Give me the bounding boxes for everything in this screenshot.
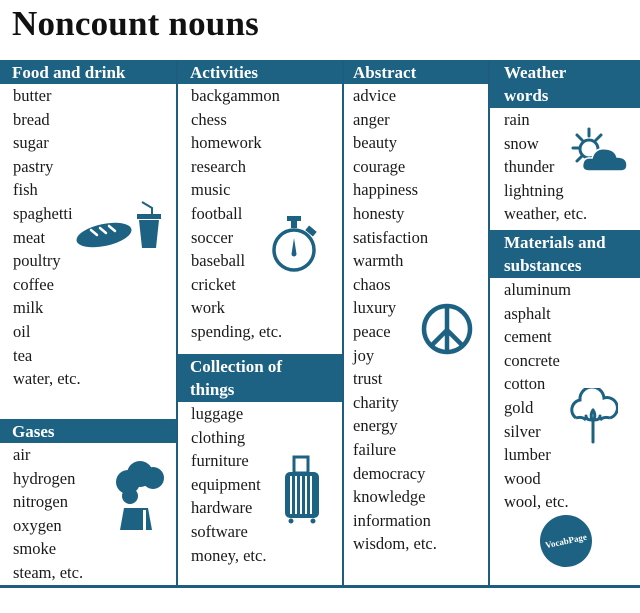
section-header-abstract: Abstract: [344, 60, 490, 84]
list-item: anger: [353, 109, 390, 129]
list-item: poultry: [13, 251, 61, 271]
list-item: happiness: [353, 180, 419, 200]
suitcase-icon: [283, 455, 323, 525]
section-header-activities: Activities: [178, 60, 344, 84]
list-item: bread: [13, 109, 50, 129]
list-item: lumber: [504, 445, 551, 465]
list-item: wisdom, etc.: [353, 534, 437, 554]
list-item: meat: [13, 227, 46, 247]
header-line: things: [190, 380, 235, 399]
smokestack-icon: [110, 460, 170, 530]
list-item: backgammon: [191, 86, 280, 105]
list-item: advice: [353, 86, 397, 105]
section-header-collection: [178, 354, 344, 402]
list-item: coffee: [13, 274, 54, 294]
bread-icon: [75, 220, 133, 250]
list-item: baseball: [191, 251, 246, 271]
list-item: cotton: [504, 374, 546, 394]
list-item: hardware: [191, 498, 253, 518]
page-title: Noncount nouns: [12, 4, 259, 43]
list-item: beauty: [353, 133, 397, 153]
list-item: money, etc.: [191, 545, 267, 565]
list-item: concrete: [504, 350, 560, 370]
list-item: charity: [353, 392, 399, 412]
list-item: energy: [353, 416, 398, 436]
list-item: nitrogen: [13, 492, 68, 512]
list-item: joy: [353, 345, 375, 365]
list-item: spending, etc.: [191, 321, 283, 341]
list-item: chaos: [353, 274, 391, 294]
list-item: courage: [353, 156, 406, 176]
list-item: homework: [191, 133, 262, 153]
list-item: soccer: [191, 227, 234, 247]
list-item: cement: [504, 327, 552, 347]
list-item: air: [13, 445, 31, 464]
list-item: wood: [504, 468, 541, 488]
list-item: water, etc.: [13, 369, 81, 389]
list-item: fish: [13, 180, 38, 200]
list-item: lightning: [504, 180, 564, 200]
list-item: milk: [13, 298, 44, 318]
list-item: silver: [504, 421, 541, 441]
list-item: luggage: [191, 404, 244, 423]
list-item: trust: [353, 369, 383, 389]
list-item: equipment: [191, 474, 261, 494]
list-item: weather, etc.: [504, 204, 588, 224]
stopwatch-icon: [268, 214, 322, 274]
section-header-weather: [490, 60, 640, 108]
header-line: substances: [504, 256, 582, 275]
list-item: aluminum: [504, 280, 571, 299]
list-item: snow: [504, 133, 539, 153]
list-item: music: [191, 180, 231, 200]
list-item: peace: [353, 321, 391, 341]
list-item: spaghetti: [13, 203, 73, 223]
list-item: oxygen: [13, 515, 62, 535]
header-line: Weather: [504, 63, 567, 82]
list-item: steam, etc.: [13, 562, 84, 582]
list-item: smoke: [13, 539, 57, 559]
list-item: butter: [13, 86, 52, 105]
list-item: asphalt: [504, 303, 551, 323]
list-item: information: [353, 510, 431, 530]
section-header-food: Food and drink: [0, 60, 176, 84]
list-item: football: [191, 203, 243, 223]
sun-cloud-icon: [565, 125, 631, 175]
cotton-icon: [568, 388, 618, 444]
vocabpage-logo: VocabPage: [535, 510, 597, 572]
list-item: knowledge: [353, 487, 426, 507]
header-line: Collection of: [190, 357, 283, 376]
list-item: research: [191, 156, 246, 176]
list-item: hydrogen: [13, 468, 76, 488]
section-header-gases: Gases: [0, 419, 176, 443]
list-item: democracy: [353, 463, 426, 483]
header-line: Materials and: [504, 233, 606, 252]
peace-sign-icon: [421, 303, 473, 355]
list-item: tea: [13, 345, 33, 365]
list-item: honesty: [353, 203, 405, 223]
list-item: warmth: [353, 251, 404, 271]
list-item: sugar: [13, 133, 49, 153]
list-item: furniture: [191, 451, 249, 471]
list-item: oil: [13, 321, 31, 341]
list-item: chess: [191, 109, 227, 129]
list-item: thunder: [504, 157, 555, 177]
list-item: clothing: [191, 427, 246, 447]
list-item: satisfaction: [353, 227, 429, 247]
list-item: work: [191, 298, 225, 318]
list-item: failure: [353, 439, 397, 459]
list-item: software: [191, 521, 248, 541]
list-item: wool, etc.: [504, 492, 569, 512]
list-item: gold: [504, 397, 534, 417]
list-item: rain: [504, 110, 530, 129]
list-item: pastry: [13, 156, 54, 176]
list-item: cricket: [191, 274, 236, 294]
list-item: luxury: [353, 298, 397, 318]
drink-cup-icon: [136, 200, 162, 250]
header-line: words: [504, 86, 549, 105]
section-header-materials: [490, 230, 640, 278]
